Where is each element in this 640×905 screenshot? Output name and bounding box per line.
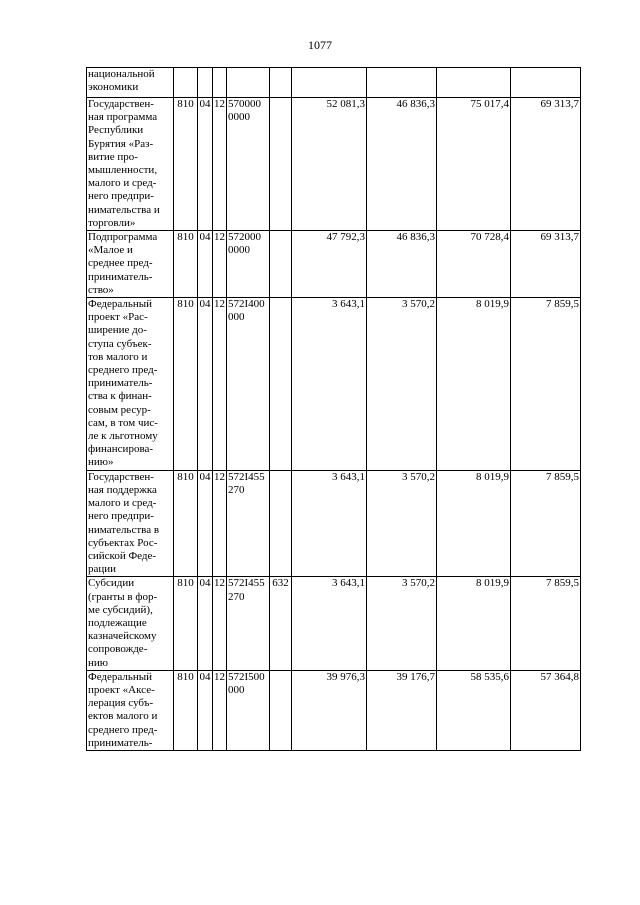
table-row — [87, 670, 581, 750]
cell-value-1: 3 643,1 — [292, 470, 367, 577]
page-number: 1077 — [308, 38, 332, 52]
cell-value-1: 3 643,1 — [292, 577, 367, 670]
cell-value-1 — [292, 68, 367, 98]
cell-value-2: 46 836,3 — [367, 98, 437, 231]
cell-rz: 04 — [198, 577, 213, 670]
cell-value-2: 3 570,2 — [367, 298, 437, 471]
cell-value-3: 75 017,4 — [437, 98, 511, 231]
cell-csr: 572I400 000 — [227, 298, 270, 471]
cell-name: Подпрограмма «Малое и среднее пред- приниматель- ство» — [87, 231, 174, 298]
cell-ved: 810 — [174, 470, 198, 577]
cell-csr: 572I455 270 — [227, 577, 270, 670]
cell-value-4 — [511, 68, 581, 98]
cell-name: Субсидии (гранты в фор- ме субсидий), подлежащие казначейскому сопровожде- нию — [87, 577, 174, 670]
cell-value-2: 39 176,7 — [367, 670, 437, 750]
cell-value-3: 8 019,9 — [437, 577, 511, 670]
cell-csr — [227, 68, 270, 98]
cell-vr: 632 — [270, 577, 292, 670]
table-row — [87, 231, 581, 298]
table-row — [87, 98, 581, 231]
cell-pr: 12 — [213, 670, 227, 750]
cell-value-4: 57 364,8 — [511, 670, 581, 750]
cell-value-3 — [437, 68, 511, 98]
cell-ved: 810 — [174, 231, 198, 298]
cell-value-2: 3 570,2 — [367, 577, 437, 670]
cell-rz: 04 — [198, 470, 213, 577]
cell-name: Государствен- ная поддержка малого и сред- него предпри- нимательства в субъектах Рос- сийской Феде- рации — [87, 470, 174, 577]
table-row — [87, 298, 581, 471]
cell-value-1: 47 792,3 — [292, 231, 367, 298]
budget-table-body — [87, 68, 581, 751]
cell-name: Государствен- ная программа Республики Бурятия «Раз- витие про- мышленности, малого и сред- него предпри- нимательства и торговли» — [87, 98, 174, 231]
cell-value-3: 8 019,9 — [437, 470, 511, 577]
cell-ved — [174, 68, 198, 98]
cell-value-2: 3 570,2 — [367, 470, 437, 577]
cell-ved: 810 — [174, 577, 198, 670]
cell-value-4: 7 859,5 — [511, 577, 581, 670]
cell-value-4: 7 859,5 — [511, 298, 581, 471]
cell-ved: 810 — [174, 298, 198, 471]
cell-rz: 04 — [198, 298, 213, 471]
cell-rz — [198, 68, 213, 98]
cell-name: Федеральный проект «Аксе- лерация субъ- ектов малого и среднего пред- приниматель- — [87, 670, 174, 750]
table-row — [87, 470, 581, 577]
cell-rz: 04 — [198, 670, 213, 750]
cell-rz: 04 — [198, 98, 213, 231]
cell-csr: 572I500 000 — [227, 670, 270, 750]
cell-value-3: 58 535,6 — [437, 670, 511, 750]
cell-pr: 12 — [213, 577, 227, 670]
cell-vr — [270, 298, 292, 471]
cell-csr: 572I455 270 — [227, 470, 270, 577]
cell-vr — [270, 670, 292, 750]
cell-vr — [270, 470, 292, 577]
cell-value-4: 69 313,7 — [511, 231, 581, 298]
cell-value-1: 3 643,1 — [292, 298, 367, 471]
cell-value-4: 7 859,5 — [511, 470, 581, 577]
cell-value-2: 46 836,3 — [367, 231, 437, 298]
cell-value-1: 39 976,3 — [292, 670, 367, 750]
cell-pr — [213, 68, 227, 98]
cell-value-3: 70 728,4 — [437, 231, 511, 298]
cell-pr: 12 — [213, 231, 227, 298]
cell-value-3: 8 019,9 — [437, 298, 511, 471]
cell-pr: 12 — [213, 470, 227, 577]
cell-value-4: 69 313,7 — [511, 98, 581, 231]
cell-name: национальной экономики — [87, 68, 174, 98]
cell-pr: 12 — [213, 98, 227, 231]
cell-ved: 810 — [174, 98, 198, 231]
cell-rz: 04 — [198, 231, 213, 298]
cell-pr: 12 — [213, 298, 227, 471]
cell-vr — [270, 98, 292, 231]
cell-csr: 572000 0000 — [227, 231, 270, 298]
table-row — [87, 68, 581, 98]
cell-ved: 810 — [174, 670, 198, 750]
cell-vr — [270, 231, 292, 298]
cell-vr — [270, 68, 292, 98]
cell-csr: 570000 0000 — [227, 98, 270, 231]
cell-value-1: 52 081,3 — [292, 98, 367, 231]
cell-value-2 — [367, 68, 437, 98]
cell-name: Федеральный проект «Рас- ширение до- ступа субъек- тов малого и среднего пред- приниматель- ства к финан- совым ресур- сам, в том чис- ле к льготному финансирова- нию» — [87, 298, 174, 471]
table-row — [87, 577, 581, 670]
budget-table — [86, 67, 581, 751]
